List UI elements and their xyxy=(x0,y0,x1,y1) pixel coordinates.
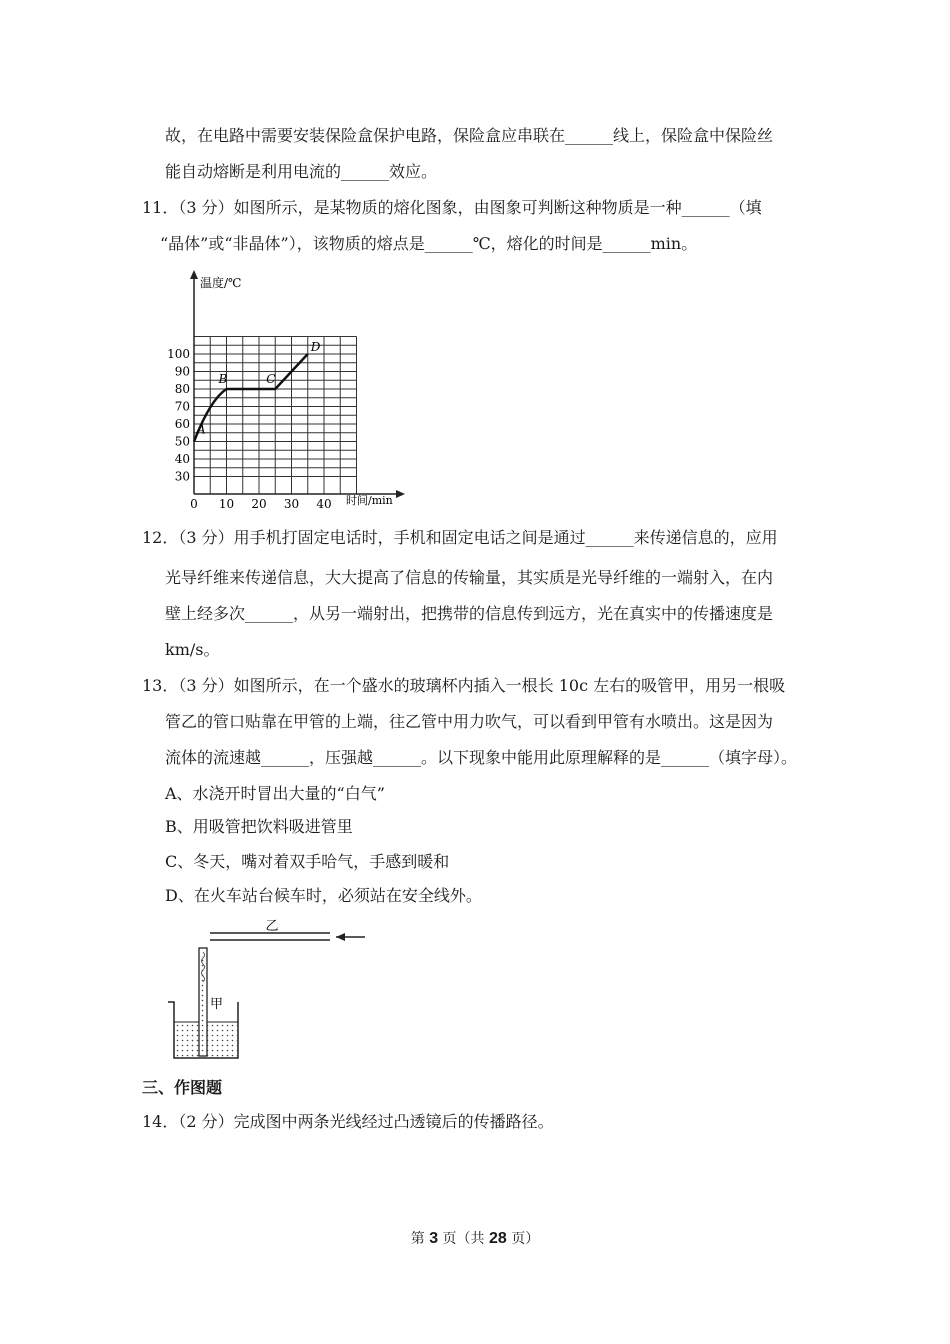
melting-graph xyxy=(160,262,420,512)
text-line: 能自动熔断是利用电流的______效应。 xyxy=(165,162,438,181)
y-axis-label: 温度/℃ xyxy=(200,276,242,290)
y-tick-label: 60 xyxy=(174,417,190,431)
x-tick-label: 30 xyxy=(283,497,300,511)
y-tick-label: 70 xyxy=(174,399,190,414)
footer-text: 第 xyxy=(410,1231,430,1247)
point-label: B xyxy=(218,372,228,386)
option-b: B、用吸管把饮料吸进管里 xyxy=(165,817,353,836)
footer-text: 页（共 xyxy=(438,1231,489,1247)
question-11-line1: 11．（3 分）如图所示，是某物质的熔化图象，由图象可判断这种物质是一种______（填 xyxy=(142,198,762,217)
y-tick-label: 40 xyxy=(174,452,190,466)
question-12-line1: 12．（3 分）用手机打固定电话时，手机和固定电话之间是通过______来传递信息的，应用 xyxy=(142,528,778,547)
text-line: km/s。 xyxy=(165,640,220,659)
footer-text: 页） xyxy=(506,1231,540,1247)
y-tick-label: 90 xyxy=(174,364,190,379)
text-line: 光导纤维来传递信息，大大提高了信息的传输量，其实质是光导纤维的一端射入，在内 xyxy=(165,568,774,587)
y-tick-label: 30 xyxy=(174,469,190,484)
x-tick-label: 20 xyxy=(251,497,267,511)
page-number: 3 xyxy=(429,1230,439,1247)
question-13-line1: 13．（3 分）如图所示，在一个盛水的玻璃杯内插入一根长 10c 左右的吸管甲，用另一根吸 xyxy=(142,676,786,695)
x-axis-label: 时间/min xyxy=(346,494,393,507)
tube-yi-label: 乙 xyxy=(265,919,279,934)
point-label: D xyxy=(310,340,321,354)
text-line: 管乙的管口贴靠在甲管的上端，往乙管中用力吹气，可以看到甲管有水喷出。这是因为 xyxy=(165,712,774,731)
y-tick-label: 50 xyxy=(174,434,190,449)
text-line: 壁上经多次______，从另一端射出，把携带的信息传到远方，光在真实中的传播速度是 xyxy=(165,604,774,623)
question-11-line2: “晶体”或“非晶体”），该物质的熔点是______℃，熔化的时间是______min。 xyxy=(160,234,698,253)
option-d: D、在火车站台候车时，必须站在安全线外。 xyxy=(165,886,482,905)
text-line: 故，在电路中需要安装保险盒保护电路，保险盒应串联在______线上，保险盒中保险丝 xyxy=(165,126,774,145)
y-tick-label: 80 xyxy=(174,382,190,396)
section-heading: 三、作图题 xyxy=(142,1078,223,1097)
option-a: A、水浇开时冒出大量的“白气” xyxy=(165,784,385,803)
y-tick-label: 100 xyxy=(167,347,190,361)
x-tick-label: 0 xyxy=(190,497,198,511)
tube-jia-label: 甲 xyxy=(210,997,224,1012)
question-14: 14．（2 分）完成图中两条光线经过凸透镜后的传播路径。 xyxy=(142,1112,554,1131)
point-label: C xyxy=(266,372,276,386)
x-tick-label: 10 xyxy=(218,497,235,511)
x-tick-label: 40 xyxy=(316,497,332,511)
page-footer xyxy=(0,1228,950,1248)
option-c: C、冬天，嘴对着双手哈气，手感到暖和 xyxy=(165,852,450,871)
straw-beaker-figure xyxy=(160,918,375,1068)
point-label: A xyxy=(197,422,206,437)
text-line: 流体的流速越______，压强越______。以下现象中能用此原理解释的是______（填字母）。 xyxy=(165,748,798,767)
page-total: 28 xyxy=(489,1230,507,1247)
